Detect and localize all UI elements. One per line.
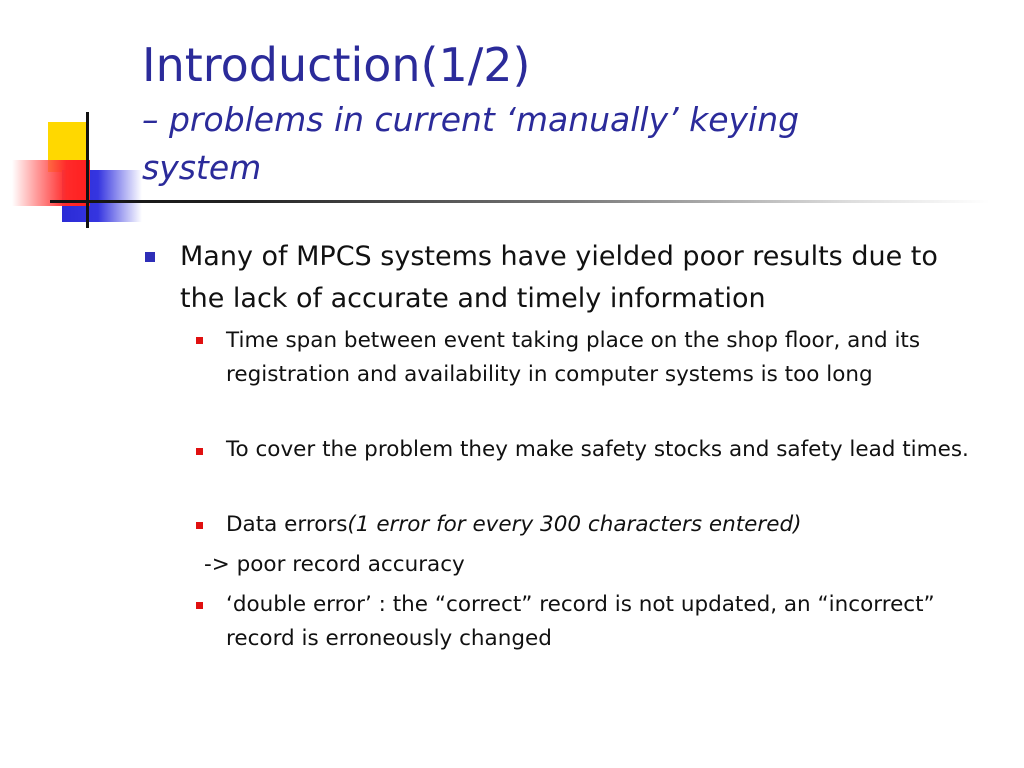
bullet-level2-data-errors bbox=[226, 508, 1006, 542]
slide-title: Introduction(1/2) bbox=[142, 38, 531, 92]
bullet-level2-safety-stocks: To cover the problem they make safety stocks and safety lead times. bbox=[226, 437, 969, 462]
title-underline-divider bbox=[50, 200, 990, 203]
title-block bbox=[142, 34, 1002, 192]
arrow-line: -> poor record accuracy bbox=[204, 552, 465, 577]
bullet-level2-double-error: ‘double error’ : the “correct” record is not updated, an “incorrect” record is erroneously changed bbox=[226, 592, 935, 651]
decor-vertical-line bbox=[86, 112, 89, 228]
data-errors-label: Data errors bbox=[226, 512, 348, 537]
bullet-square-icon bbox=[196, 522, 203, 529]
bullet-square-icon bbox=[145, 252, 155, 262]
bullet-level1: Many of MPCS systems have yielded poor results due to the lack of accurate and timely information bbox=[180, 241, 938, 314]
bullet-level2-time-span: Time span between event taking place on the shop floor, and its registration and availability in computer systems is too long bbox=[226, 328, 921, 387]
bullet-square-icon bbox=[196, 337, 203, 344]
data-errors-note: (1 error for every 300 characters entered) bbox=[347, 512, 802, 537]
slide-subtitle: – problems in current ‘manually’ keying system bbox=[142, 100, 800, 187]
bullet-square-icon bbox=[196, 602, 203, 609]
bullet-square-icon bbox=[196, 448, 203, 455]
